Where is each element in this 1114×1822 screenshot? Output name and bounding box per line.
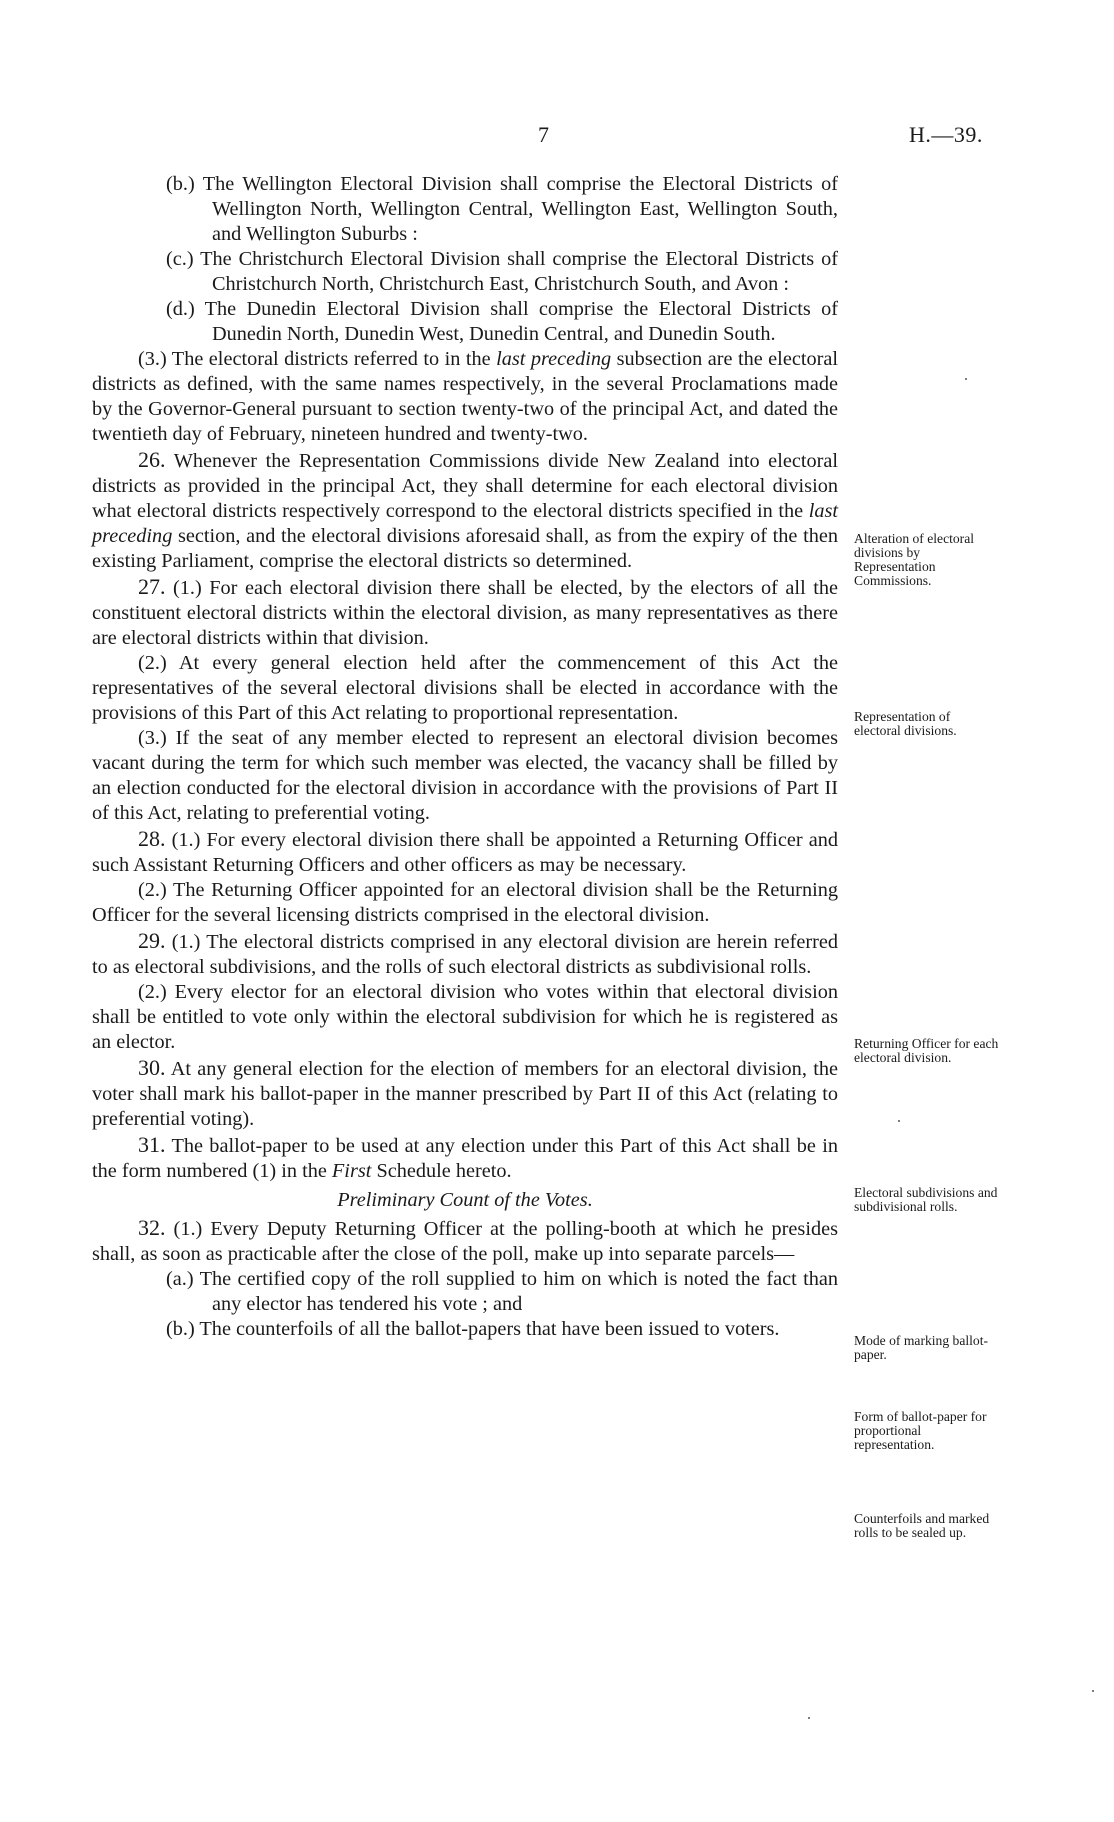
- section-32-1-text: (1.) Every Deputy Returning Officer at the polling-booth at which he presides shall, as soon as practicable after the close of the poll, make up into separate parcels—: [92, 1218, 838, 1265]
- section-32-number: 32.: [138, 1215, 166, 1240]
- section-28-1: [92, 826, 838, 878]
- section-26-text-b: section, and the electoral divisions aforesaid shall, as from the expiry of the then existing Parliament, comprise the electoral districts so determined.: [92, 525, 838, 572]
- section-29-1: [92, 928, 838, 980]
- section-31-text-b: Schedule hereto.: [371, 1160, 512, 1182]
- section-31: [92, 1132, 838, 1184]
- page-number: 7: [538, 122, 549, 147]
- section-26: [92, 447, 838, 574]
- section-30-text: At any general election for the election of members for an electoral division, the voter shall mark his ballot-paper in the manner prescribed by Part II of this Act (relating to preferential voting).: [92, 1058, 838, 1130]
- section-27-number: 27.: [138, 574, 166, 599]
- section-29-2: (2.) Every elector for an electoral division who votes within that electoral division shall be entitled to vote only within the electoral subdivision for which he is registered as an elector.: [92, 981, 838, 1053]
- section-28-2: (2.) The Returning Officer appointed for an electoral division shall be the Returning Officer for the several licensing districts comprised in the electoral division.: [92, 879, 838, 926]
- marginal-note-section-26: Alteration of electoral divisions by Representation Commissions.: [854, 531, 975, 588]
- marginal-note-section-28: Returning Officer for each electoral division.: [854, 1036, 999, 1065]
- section-26-emphasis: last preceding: [92, 500, 838, 547]
- subsection-3-text-a: (3.) The electoral districts referred to in the: [138, 348, 497, 370]
- marginal-note-section-27: Representation of electoral divisions.: [854, 709, 957, 738]
- subsection-3: [92, 347, 838, 447]
- section-30-number: 30.: [138, 1055, 166, 1080]
- section-26-text-a: Whenever the Representation Commissions divide New Zealand into electoral districts as provided in the principal Act, they shall determine for each electoral division what electoral districts respectively correspond to the electoral districts specified in the: [92, 450, 838, 522]
- section-27-1: [92, 574, 838, 651]
- subheading-preliminary-count: Preliminary Count of the Votes.: [337, 1189, 593, 1211]
- marginal-note-section-31: Form of ballot-paper for proportional representation.: [854, 1409, 987, 1452]
- scan-speck: [965, 378, 967, 380]
- paragraph-b: (b.) The Wellington Electoral Division shall comprise the Electoral Districts of Wellington North, Wellington Central, Wellington East, Wellington South, and Wellington Suburbs :: [166, 173, 838, 245]
- subsection-3-text-b: subsection are the electoral districts as defined, with the same names respectively, in the several Proclamations made by the Governor-General pursuant to section twenty-two of the principal Act, and dated the twentieth day of February, nineteen hundred and twenty-two.: [92, 348, 838, 445]
- scan-speck: [898, 1120, 900, 1122]
- section-27-3: (3.) If the seat of any member elected to represent an electoral division becomes vacant during the term for which such member was elected, the vacancy shall be filled by an election conducted for the electoral division in accordance with the provisions of Part II of this Act, relating to preferential voting.: [92, 727, 838, 824]
- section-29-1-text: (1.) The electoral districts comprised in any electoral division are herein referred to as electoral subdivisions, and the rolls of such electoral districts as subdivisional rolls.: [92, 931, 838, 978]
- paragraph-d: (d.) The Dunedin Electoral Division shall comprise the Electoral Districts of Dunedin North, Dunedin West, Dunedin Central, and Dunedin South.: [166, 298, 838, 345]
- scan-speck: [808, 1717, 810, 1719]
- section-31-text-a: The ballot-paper to be used at any election under this Part of this Act shall be in the form numbered (1) in the: [92, 1135, 838, 1182]
- section-32-1: [92, 1215, 838, 1267]
- marginal-note-section-32: Counterfoils and marked rolls to be sealed up.: [854, 1511, 990, 1540]
- section-32-item-a: (a.) The certified copy of the roll supplied to him on which is noted the fact than any elector has tendered his vote ; and: [166, 1268, 838, 1315]
- section-28-1-text: (1.) For every electoral division there shall be appointed a Returning Officer and such Assistant Returning Officers and other officers as may be necessary.: [92, 829, 838, 876]
- section-27-1-text: (1.) For each electoral division there shall be elected, by the electors of all the constituent electoral districts within the electoral division, as many representatives as there are electoral districts within that division.: [92, 577, 838, 649]
- body-text: [92, 172, 838, 1342]
- section-28-number: 28.: [138, 826, 166, 851]
- marginal-note-section-30: Mode of marking ballot-paper.: [854, 1333, 989, 1362]
- section-29-number: 29.: [138, 928, 166, 953]
- section-27-2: (2.) At every general election held after the commencement of this Act the representatives of the several electoral divisions shall be elected in accordance with the provisions of this Part of this Act relating to proportional representation.: [92, 652, 838, 724]
- section-31-emphasis: First: [331, 1160, 372, 1182]
- subsection-3-emphasis: last preceding: [496, 348, 612, 370]
- paragraph-c: (c.) The Christchurch Electoral Division shall comprise the Electoral Districts of Christchurch North, Christchurch East, Christchurch South, and Avon :: [166, 248, 838, 295]
- section-31-number: 31.: [138, 1132, 166, 1157]
- document-reference: H.—39.: [909, 122, 983, 147]
- section-26-number: 26.: [138, 447, 166, 472]
- scan-speck: [1092, 1690, 1094, 1692]
- section-32-item-b: (b.) The counterfoils of all the ballot-papers that have been issued to voters.: [166, 1318, 780, 1340]
- section-30: [92, 1055, 838, 1132]
- marginal-note-section-29: Electoral subdivisions and subdivisional rolls.: [854, 1185, 998, 1214]
